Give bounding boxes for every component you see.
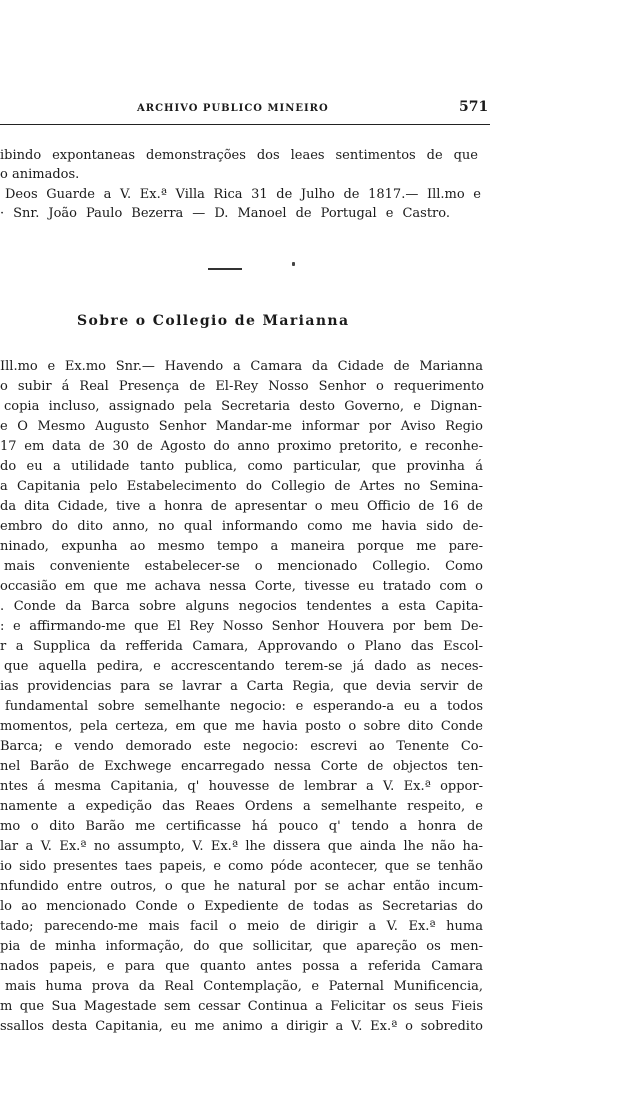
body-line: nfundido entre outros, o que he natural por se achar então incum- (0, 879, 483, 894)
body-line: do eu a utilidade tanto publica, como particular, que provinha á (0, 459, 483, 474)
body-line: mais huma prova da Real Contemplação, e Paternal Munificencia, (5, 979, 483, 994)
body-line: da dita Cidade, tive a honra de apresentar o meu Officio de 16 de (0, 499, 483, 514)
body-line: Ill.mo e Ex.mo Snr.— Havendo a Camara da Cidade de Marianna (0, 359, 483, 374)
body-line: . Conde da Barca sobre alguns negocios tendentes a esta Capita- (0, 599, 483, 614)
body-line: fundamental sobre semelhante negocio: e esperando-a eu a todos (5, 699, 483, 714)
body-line: copia incluso, assignado pela Secretaria desto Governo, e Dignan- (4, 399, 482, 414)
separator-mark (292, 262, 295, 266)
intro-line: Deos Guarde a V. Ex.ª Villa Rica 31 de Julho de 1817.— Ill.mo e (5, 187, 481, 202)
separator-dash (208, 268, 242, 270)
page-header (0, 96, 640, 120)
page-number: 571 (459, 99, 489, 115)
body-line: 17 em data de 30 de Agosto do anno proximo pretorito, e reconhe- (0, 439, 483, 454)
body-line: mo o dito Barão me certificasse há pouco q' tendo a honra de (0, 819, 483, 834)
body-line: r a Supplica da refferida Camara, Approvando o Plano das Escol- (0, 639, 483, 654)
body-line: mais conveniente estabelecer-se o mencionado Collegio. Como (4, 559, 483, 574)
intro-line: · Snr. João Paulo Bezerra — D. Manoel de Portugal e Castro. (0, 206, 450, 221)
body-line: namente a expedição das Reaes Ordens a semelhante respeito, e (0, 799, 483, 814)
header-rule (0, 124, 490, 125)
running-title: ARCHIVO PUBLICO MINEIRO (137, 103, 329, 114)
body-line: lar a V. Ex.ª no assumpto, V. Ex.ª lhe dissera que ainda lhe não ha- (0, 839, 483, 854)
body-line: ntes á mesma Capitania, q' houvesse de lembrar a V. Ex.ª oppor- (0, 779, 483, 794)
body-line: o subir á Real Presença de El-Rey Nosso Senhor o requerimento (0, 379, 484, 394)
body-line: : e affirmando-me que El Rey Nosso Senhor Houvera por bem De- (0, 619, 483, 634)
body-line: lo ao mencionado Conde o Expediente de todas as Secretarias do (0, 899, 483, 914)
body-line: ninado, expunha ao mesmo tempo a maneira porque me pare- (0, 539, 483, 554)
body-line: ias providencias para se lavrar a Carta Regia, que devia servir de (0, 679, 483, 694)
document-page: ARCHIVO PUBLICO MINEIRO 571 ibindo expontaneas demonstrações dos leaes sentimentos de que o animados. Deos Guarde a V. Ex.ª Villa Rica 31 de Julho de 1817.— Ill.mo e · Snr. João Paulo Bezerra — D. Manoel de Portugal e Castro. Sobre o Collegio de Marianna Ill.mo e Ex.mo Snr.— Havendo a Camara da Cidade de Marianna o subir á Real Presença de El-Rey Nosso Senhor o requerimento copia incluso, assignado pela Secretaria desto Governo, e Dignan- e O Mesmo Augusto Senhor Mandar-me informar por Aviso Regio 17 em data de 30 de Agosto do anno proximo pretorito, e reconhe- do eu a utilidade tanto publica, como particular, que provinha á a Capitania pelo Estabelecimento do Collegio de Artes no Semina- da dita Cidade, tive a honra de apresentar o meu Officio de 16 de embro do dito anno, no qual informando como me havia sido de- ninado, expunha ao mesmo tempo a maneira porque me pare- mais conveniente estabelecer-se o mencionado Collegio. Como occasião em que me achava nessa Corte, tivesse eu tratado com o . Conde da Barca sobre alguns negocios tendentes a esta Capita- : e affirmando-me que El Rey Nosso Senhor Houvera por bem De- r a Supplica da refferida Camara, Approvando o Plano das Escol- que aquella pedira, e accrescentando terem-se já dado as neces- ias providencias para se lavrar a Carta Regia, que devia servir de fundamental sobre semelhante negocio: e esperando-a eu a todos momentos, pela certeza, em que me havia posto o sobre dito Conde Barca; e vendo demorado este negocio: escrevi ao Tenente Co- nel Barão de Exchwege encarregado nessa Corte de objectos ten- ntes á mesma Capitania, q' houvesse de lembrar a V. Ex.ª oppor- namente a expedição das Reaes Ordens a semelhante respeito, e mo o dito Barão me certificasse há pouco q' tendo a honra de lar a V. Ex.ª no assumpto, V. Ex.ª lhe dissera que ainda lhe não ha- io sido presentes taes papeis, e como póde acontecer, que se tenhão nfundido entre outros, o que he natural por se achar então incum- lo ao mencionado Conde o Expediente de todas as Secretarias do tado; parecendo-me mais facil o meio de dirigir a V. Ex.ª huma pia de minha informação, do que sollicitar, que apareção os men- nados papeis, e para que quanto antes possa a referida Camara mais huma prova da Real Contemplação, e Paternal Munificencia, m que Sua Magestade sem cessar Continua a Felicitar os seus Fieis ssallos desta Capitania, eu me animo a dirigir a V. Ex.ª o sobredito (0, 0, 640, 1108)
body-line: io sido presentes taes papeis, e como póde acontecer, que se tenhão (0, 859, 483, 874)
body-line: que aquella pedira, e accrescentando terem-se já dado as neces- (4, 659, 483, 674)
body-line: ssallos desta Capitania, eu me animo a dirigir a V. Ex.ª o sobredito (0, 1019, 483, 1034)
body-line: e O Mesmo Augusto Senhor Mandar-me informar por Aviso Regio (0, 419, 483, 434)
body-line: a Capitania pelo Estabelecimento do Collegio de Artes no Semina- (0, 479, 483, 494)
body-line: Barca; e vendo demorado este negocio: escrevi ao Tenente Co- (0, 739, 483, 754)
body-line: pia de minha informação, do que sollicitar, que apareção os men- (0, 939, 483, 954)
body-line: tado; parecendo-me mais facil o meio de dirigir a V. Ex.ª huma (0, 919, 483, 934)
intro-line: o animados. (0, 167, 80, 182)
body-line: m que Sua Magestade sem cessar Continua a Felicitar os seus Fieis (0, 999, 483, 1014)
body-line: nel Barão de Exchwege encarregado nessa Corte de objectos ten- (0, 759, 483, 774)
body-line: embro do dito anno, no qual informando como me havia sido de- (0, 519, 483, 534)
body-line: nados papeis, e para que quanto antes possa a referida Camara (0, 959, 483, 974)
intro-line: ibindo expontaneas demonstrações dos leaes sentimentos de que (0, 148, 478, 163)
body-line: momentos, pela certeza, em que me havia posto o sobre dito Conde (0, 719, 483, 734)
body-line: occasião em que me achava nessa Corte, tivesse eu tratado com o (0, 579, 483, 594)
